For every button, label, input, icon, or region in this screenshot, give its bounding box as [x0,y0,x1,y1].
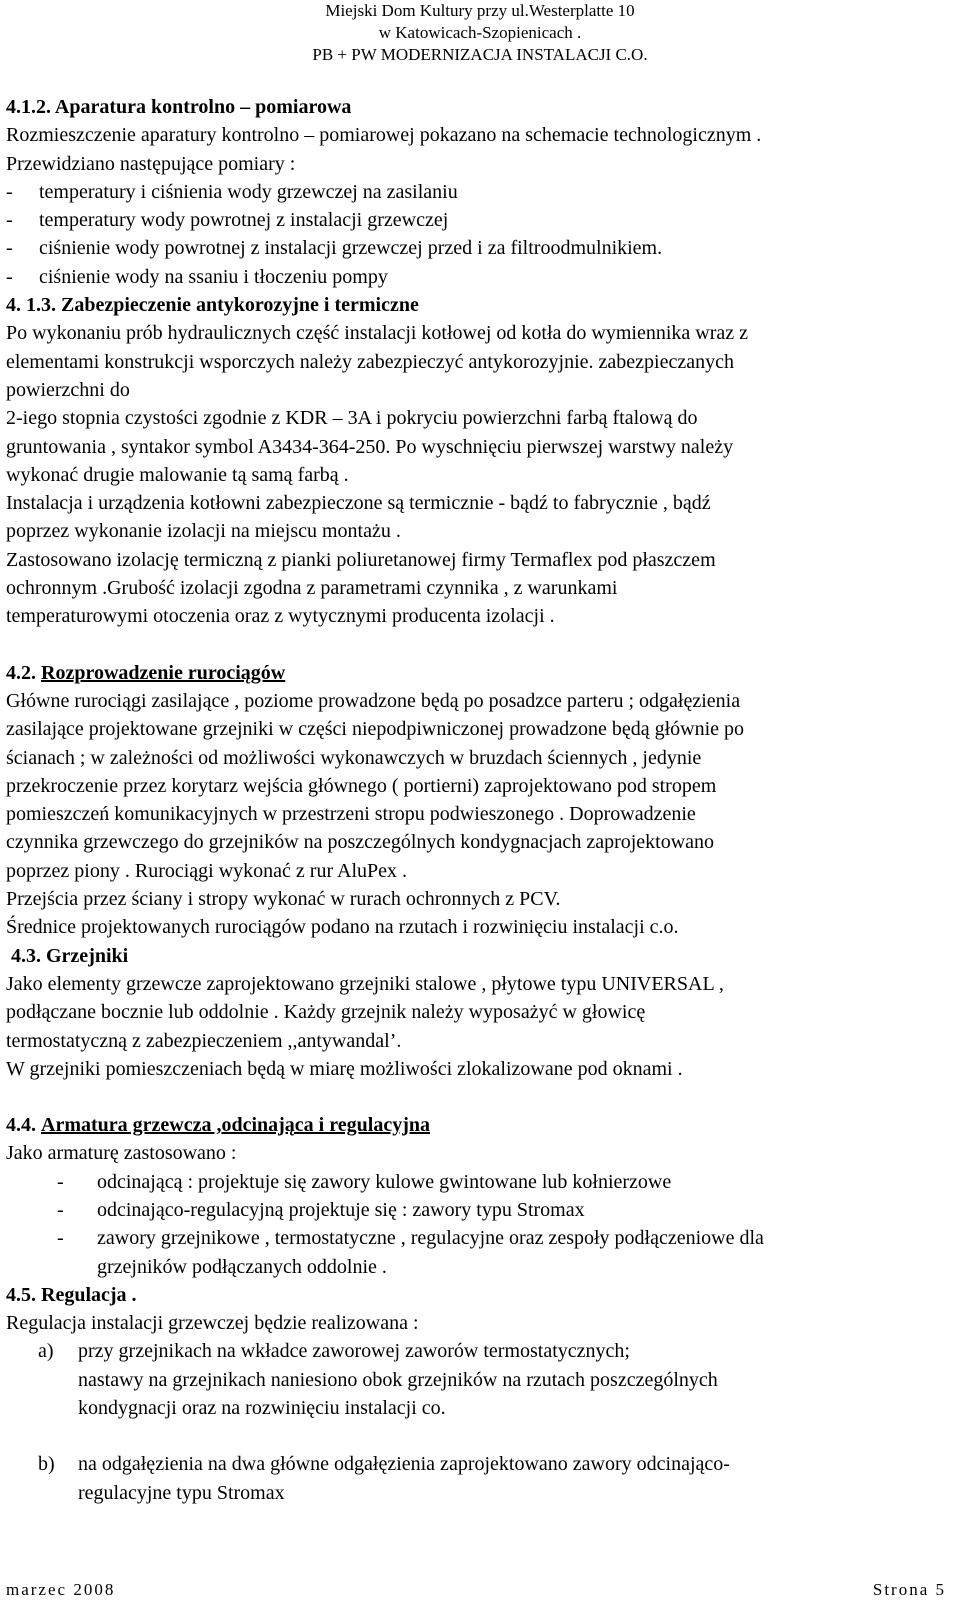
text-line: Zastosowano izolację termiczną z pianki poliuretanowej firmy Termaflex pod płaszczem [6,548,716,571]
text-line: 2-iego stopnia czystości zgodnie z KDR – 3A i pokryciu powierzchni farbą ftalową do [6,407,698,430]
text-line: poprzez piony . Rurociągi wykonać z rur AluPex . [6,859,408,882]
list-item-b: b) na odgałęzienia na dwa główne odgałęzienia zaprojektowano zawory odcinająco- [38,1453,730,1476]
list-item-continuation: nastawy na grzejnikach naniesiono obok grzejników na rzutach poszczególnych [78,1368,718,1391]
section-heading-413: 4. 1.3. Zabezpieczenie antykorozyjne i termiczne [6,294,419,317]
text-line: Regulacja instalacji grzewczej będzie realizowana : [6,1312,419,1335]
footer-date: marzec 2008 [6,1580,116,1599]
list-item: - ciśnienie wody na ssaniu i tłoczeniu pompy [6,265,388,288]
text-line: zasilające projektowane grzejniki w części niepodpiwniczonej prowadzone będą głównie po [6,718,745,741]
text-line: Jako armaturę zastosowano : [6,1142,237,1165]
header-line-1: Miejski Dom Kultury przy ul.Westerplatte 10 [325,1,635,20]
text-line: powierzchni do [6,378,130,401]
list-item: - ciśnienie wody powrotnej z instalacji grzewczej przed i za filtroodmulnikiem. [6,237,663,260]
text-line: wykonać drugie malowanie tą samą farbą . [6,463,349,486]
text-line: termostatyczną z zabezpieczeniem ,,antywandal’. [6,1029,402,1052]
spacer [6,631,951,659]
page-header [0,0,960,66]
section-heading-45: 4.5. Regulacja . [6,1283,137,1306]
list-item: - odcinająco-regulacyjną projektuje się : zawory typu Stromax [57,1198,585,1221]
text-line: czynnika grzewczego do grzejników na poszczególnych kondygnacjach zaprojektowano [6,831,715,854]
text-line: Instalacja i urządzenia kotłowni zabezpieczone są termicznie - bądź to fabrycznie , bądź [6,492,711,515]
text-line: podłączane bocznie lub oddolnie . Każdy grzejnik należy wyposażyć w głowicę [6,1001,646,1024]
document-body [6,93,951,1507]
text-line: przekroczenie przez korytarz wejścia głównego ( portierni) zaprojektowano pod stropem [6,774,717,797]
text-line: Przejścia przez ściany i stropy wykonać w rurach ochronnych z PCV. [6,888,561,911]
text-line: Po wykonaniu prób hydraulicznych część instalacji kotłowej od kotła do wymiennika wraz z [6,322,749,345]
text-line: Średnice projektowanych rurociągów podano na rzutach i rozwinięciu instalacji c.o. [6,916,679,939]
header-line-2: w Katowicach-Szopienicach . [378,23,582,42]
text-line: elementami konstrukcji wsporczych należy zabezpieczyć antykorozyjnie. zabezpieczanych [6,350,734,373]
list-item-continuation: kondygnacji oraz na rozwinięciu instalacji co. [78,1397,446,1420]
text-line: W grzejniki pomieszczeniach będą w miarę możliwości zlokalizowane pod oknami . [6,1057,683,1080]
list-item-a: a) przy grzejnikach na wkładce zaworowej zaworów termostatycznych; [38,1340,630,1363]
list-item: - temperatury wody powrotnej z instalacji grzewczej [6,209,449,232]
list-item: - zawory grzejnikowe , termostatyczne , regulacyjne oraz zespoły podłączeniowe dla [57,1227,764,1250]
text-line: Jako elementy grzewcze zaprojektowano grzejniki stalowe , płytowe typu UNIVERSAL , [6,972,724,995]
list-item-continuation: regulacyjne typu Stromax [78,1481,285,1504]
footer-page-number: Strona 5 [872,1580,946,1599]
list-item: - odcinającą : projektuje się zawory kulowe gwintowane lub kołnierzowe [57,1170,672,1193]
section-heading-43: 4.3. Grzejniki [6,944,129,967]
text-line: gruntowania , syntakor symbol A3434-364-250. Po wyschnięciu pierwszej warstwy należy [6,435,734,458]
section-heading-412: 4.1.2. Aparatura kontrolno – pomiarowa [6,96,352,118]
header-line-3: PB + PW MODERNIZACJA INSTALACJI C.O. [312,45,648,64]
text-line: Główne rurociągi zasilające , poziome prowadzone będą po posadzce parteru ; odgałęzienia [6,689,741,712]
paragraph: Rozmieszczenie aparatury kontrolno – pomiarowej pokazano na schemacie technologicznym . [6,124,762,147]
section-heading-44: 4.4. Armatura grzewcza ,odcinająca i regulacyjna [6,1114,430,1137]
list-item-continuation: grzejników podłączanych oddolnie . [97,1255,387,1278]
list-item: - temperatury i ciśnienia wody grzewczej na zasilaniu [6,180,458,203]
spacer [6,1083,951,1111]
paragraph: Przewidziano następujące pomiary : [6,152,296,175]
text-line: ścianach ; w zależności od możliwości wykonawczych w bruzdach ściennych , jedynie [6,746,702,769]
text-line: poprzez wykonanie izolacji na miejscu montażu . [6,520,401,543]
section-heading-42: 4.2. Rozprowadzenie rurociągów [6,661,286,684]
text-line: temperaturowymi otoczenia oraz z wytycznymi producenta izolacji . [6,605,555,628]
text-line: ochronnym .Grubość izolacji zgodna z parametrami czynnika , z warunkami [6,577,618,600]
text-line: pomieszczeń komunikacyjnych w przestrzeni stropu podwieszonego . Doprowadzenie [6,803,696,826]
spacer [6,1422,951,1450]
